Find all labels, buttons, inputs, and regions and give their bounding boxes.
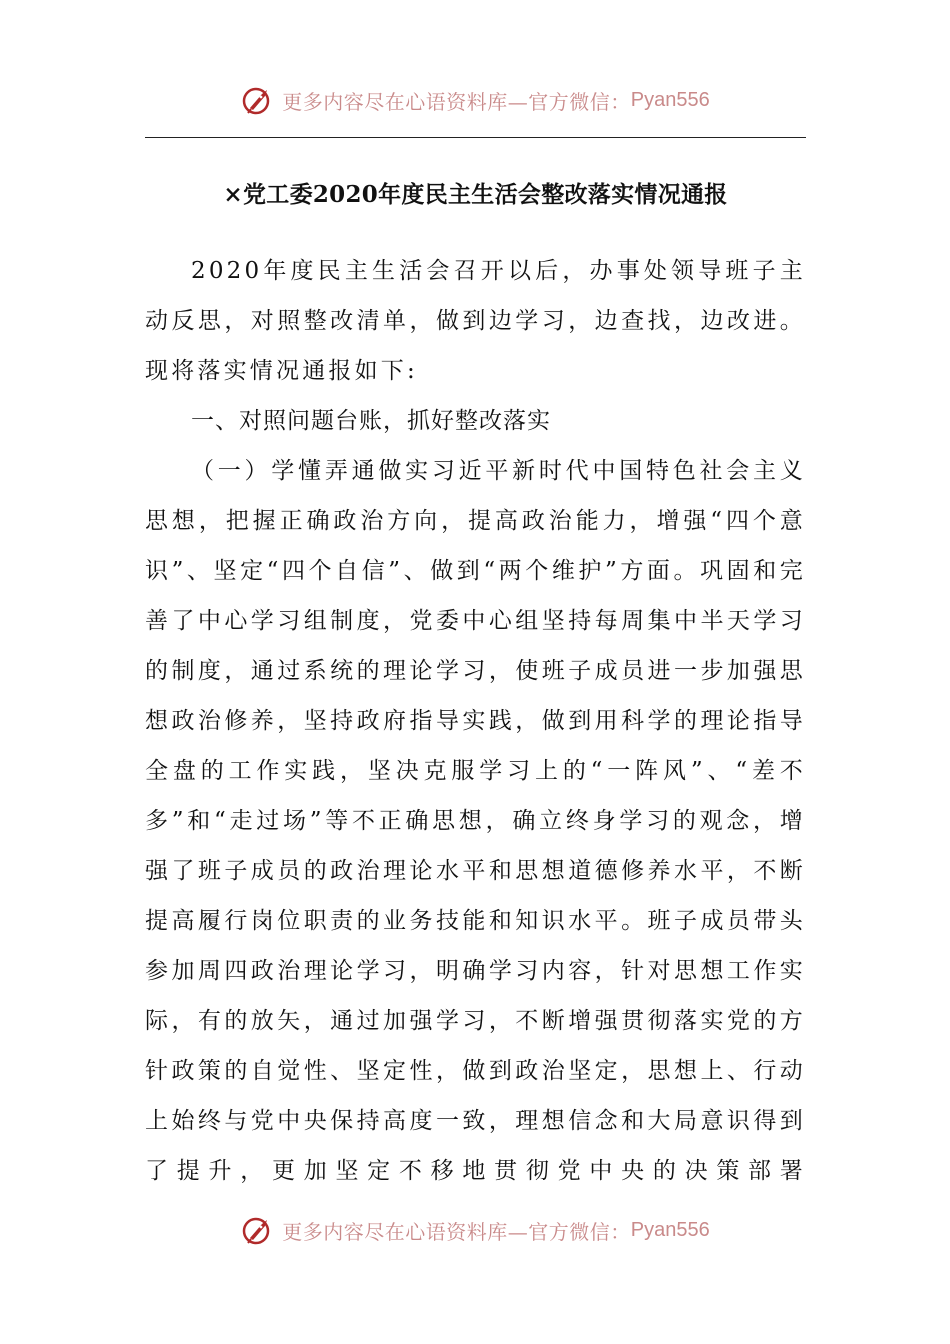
header-banner xyxy=(0,78,950,122)
header-banner-text: 更多内容尽在心语资料库—官方微信： xyxy=(282,89,631,114)
header-divider xyxy=(145,137,806,138)
header-wechat-id: Pyan556 xyxy=(630,88,710,111)
document-body xyxy=(145,246,806,1196)
section-heading: 一、对照问题台账，抓好整改落实 xyxy=(191,408,551,434)
footer-wechat-id: Pyan556 xyxy=(630,1218,710,1241)
section-item-paragraph: （一）学懂弄通做实习近平新时代中国特色社会主义思想，把握正确政治方向，提高政治能力，增强“四个意识”、坚定“四个自信”、做到“两个维护”方面。巩固和完善了中心学习组制度，党委中心组坚持每周集中半天学习的制度，通过系统的理论学习，使班子成员进一步加强思想政治修养，坚持政府指导实践，做到用科学的理论指导全盘的工作实践，坚决克服学习上的“一阵风”、“差不多”和“走过场”等不正确思想，确立终身学习的观念，增强了班子成员的政治理论水平和思想道德修养水平，不断提高履行岗位职责的业务技能和知识水平。班子成员带头参加周四政治理论学习，明确学习内容，针对思想工作实际，有的放矢，通过加强学习，不断增强贯彻落实党的方针政策的自觉性、坚定性，做到政治坚定，思想上、行动上始终与党中央保持高度一致，理想信念和大局意识得到了提升，更加坚定不移地贯彻党中央的决策部署 xyxy=(145,458,806,1184)
footer-banner xyxy=(0,1208,950,1252)
pen-nib-circle-logo-icon xyxy=(240,1212,276,1248)
document-title: ×党工委2020年度民主生活会整改落实情况通报 xyxy=(223,181,728,208)
pen-nib-circle-logo-icon xyxy=(240,82,276,118)
intro-paragraph: 2020年度民主生活会召开以后，办事处领导班子主动反思，对照整改清单，做到边学习，边查找，边改进。现将落实情况通报如下: xyxy=(145,258,806,384)
footer-banner-text: 更多内容尽在心语资料库—官方微信： xyxy=(282,1219,631,1244)
